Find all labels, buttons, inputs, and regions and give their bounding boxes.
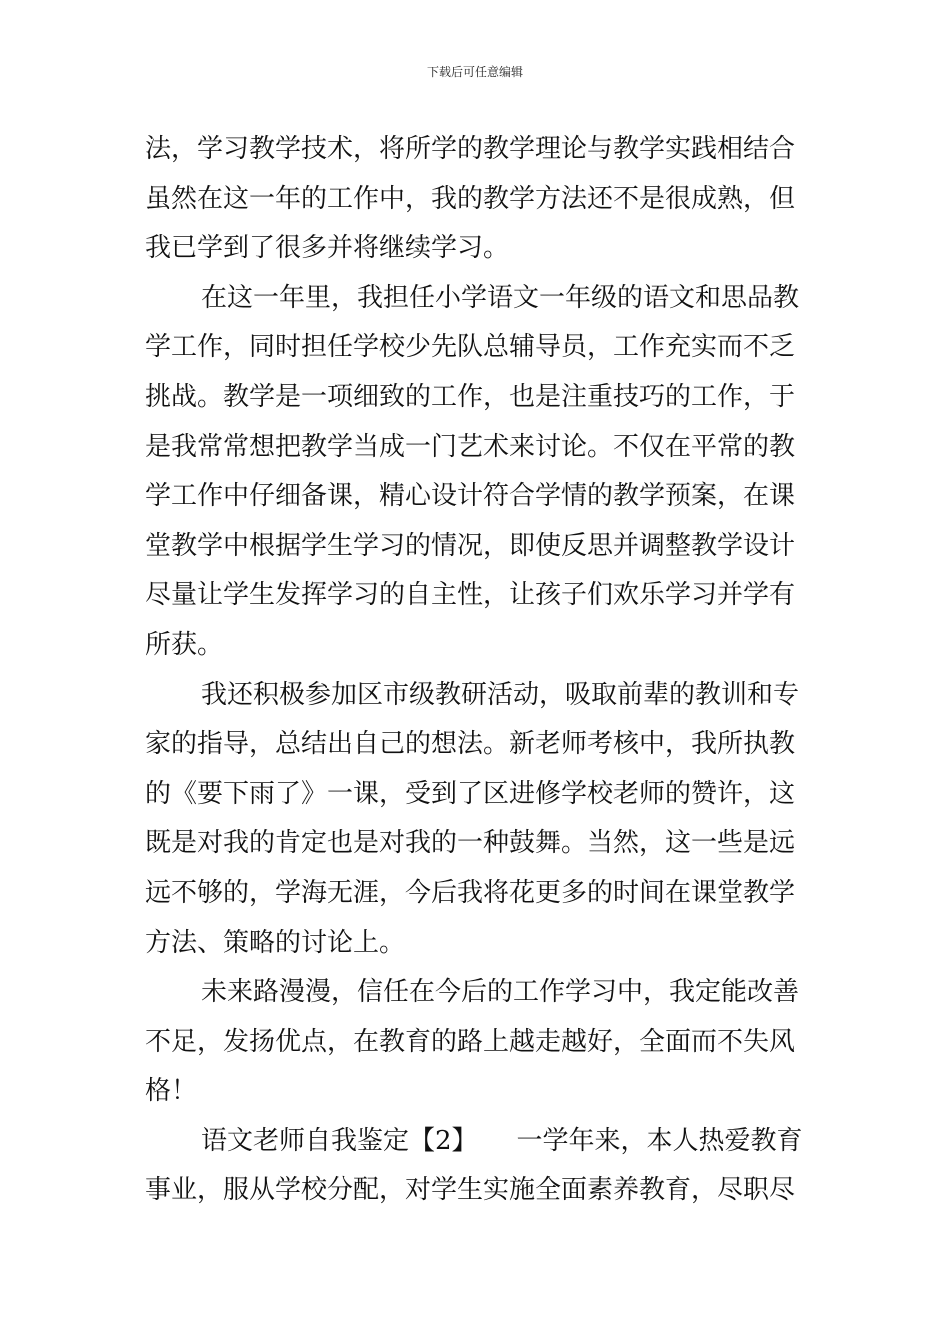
- text-line: 所获。: [145, 629, 224, 660]
- text-line: 尽量让学生发挥学习的自主性，让孩子们欢乐学习并学有: [145, 580, 796, 611]
- text-line: 既是对我的肯定也是对我的一种鼓舞。当然，这一些是远: [145, 828, 796, 859]
- text-line: 学工作中仔细备课，精心设计符合学情的教学预案，在课: [145, 481, 796, 512]
- text-line: 法，学习教学技术，将所学的教学理论与教学实践相结合: [145, 134, 796, 164]
- text-line: 堂教学中根据学生学习的情况，即使反思并调整教学设计: [145, 530, 796, 561]
- text-line: 我已学到了很多并将继续学习。: [145, 233, 510, 264]
- page-header: 下载后可任意编辑: [426, 65, 523, 79]
- text-line: 远不够的，学海无涯，今后我将花更多的时间在课堂教学: [145, 877, 796, 908]
- text-line: 虽然在这一年的工作中，我的教学方法还不是很成熟，但: [145, 183, 796, 214]
- text-line: 挑战。教学是一项细致的工作，也是注重技巧的工作，于: [145, 381, 796, 412]
- paragraph-start-line: 我还积极参加区市级教研活动，吸取前辈的教训和专: [201, 679, 800, 710]
- text-line: 事业，服从学校分配，对学生实施全面素养教育，尽职尽: [145, 1175, 796, 1206]
- paragraph-start-line: 在这一年里，我担任小学语文一年级的语文和思品教: [201, 282, 800, 313]
- text-line: 不足，发扬优点，在教育的路上越走越好，全面而不失风: [145, 1026, 796, 1057]
- section-heading-line: 语文老师自我鉴定【2】 一学年来，本人热爱教育: [201, 1125, 803, 1156]
- text-line: 格！: [145, 1076, 198, 1107]
- text-line: 的《要下雨了》一课，受到了区进修学校老师的赞许，这: [145, 778, 796, 809]
- paragraph-start-line: 未来路漫漫，信任在今后的工作学习中，我定能改善: [201, 977, 800, 1008]
- text-line: 方法、策略的讨论上。: [145, 927, 406, 958]
- document-body: [145, 125, 810, 1216]
- text-line: 是我常常想把教学当成一门艺术来讨论。不仅在平常的教: [145, 431, 796, 462]
- text-line: 家的指导，总结出自己的想法。新老师考核中，我所执教: [145, 729, 796, 760]
- text-line: 学工作，同时担任学校少先队总辅导员，工作充实而不乏: [145, 332, 796, 363]
